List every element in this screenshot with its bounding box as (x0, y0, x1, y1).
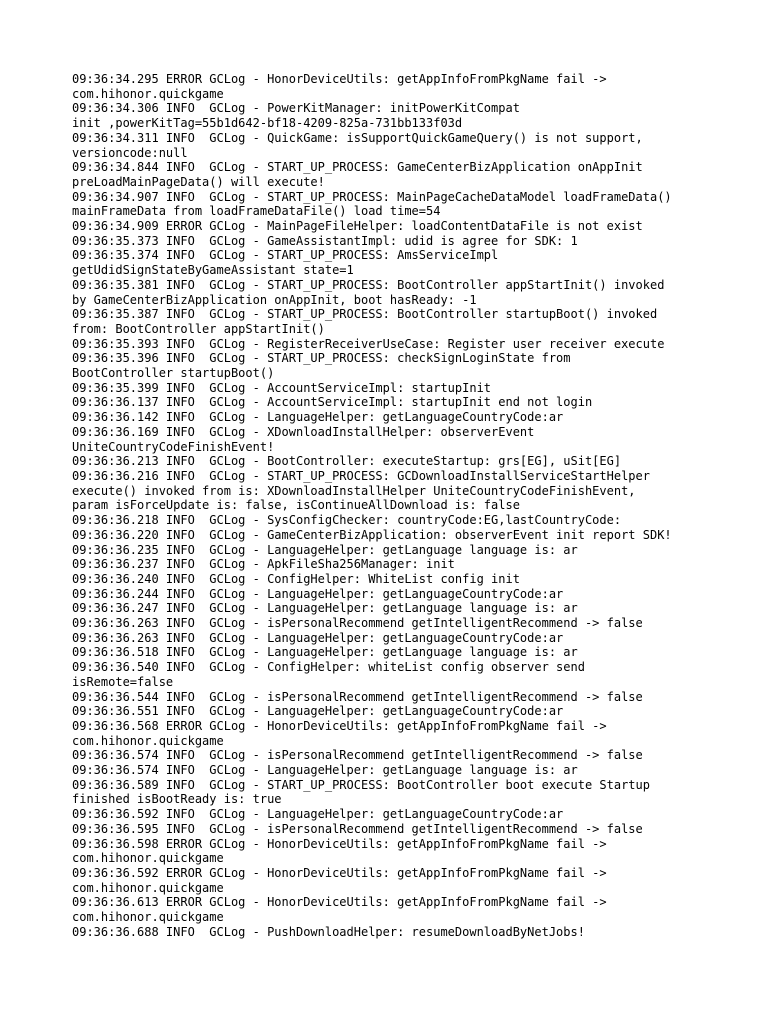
log-line: 09:36:34.306 INFO GCLog - PowerKitManager: initPowerKitCompat (72, 101, 520, 116)
log-line: 09:36:36.244 INFO GCLog - LanguageHelper: getLanguageCountryCode:ar (72, 586, 564, 601)
log-line: preLoadMainPageData() will execute! (72, 174, 325, 189)
log-line: 09:36:36.688 INFO GCLog - PushDownloadHelper: resumeDownloadByNetJobs! (72, 924, 585, 939)
log-line: 09:36:36.598 ERROR GCLog - HonorDeviceUtils: getAppInfoFromPkgName fail -> (72, 836, 607, 851)
log-line: 09:36:36.613 ERROR GCLog - HonorDeviceUtils: getAppInfoFromPkgName fail -> (72, 895, 607, 910)
log-line: 09:36:35.387 INFO GCLog - START_UP_PROCESS: BootController startupBoot() invoked (72, 307, 658, 322)
log-line: 09:36:36.213 INFO GCLog - BootController: executeStartup: grs[EG], uSit[EG] (72, 454, 622, 469)
log-line: execute() invoked from is: XDownloadInstallHelper UniteCountryCodeFinishEvent, (72, 483, 636, 498)
log-line: UniteCountryCodeFinishEvent! (72, 439, 275, 454)
log-line: versioncode:null (72, 145, 188, 160)
log-line: 09:36:36.595 INFO GCLog - isPersonalRecommend getIntelligentRecommend -> false (72, 821, 643, 836)
log-document (72, 72, 712, 939)
log-line: com.hihonor.quickgame (72, 851, 224, 866)
log-line: getUdidSignStateByGameAssistant state=1 (72, 263, 354, 278)
log-line: 09:36:36.218 INFO GCLog - SysConfigChecker: countryCode:EG,lastCountryCode: (72, 513, 622, 528)
log-line: 09:36:36.540 INFO GCLog - ConfigHelper: whiteList config observer send (72, 660, 585, 675)
log-line: com.hihonor.quickgame (72, 733, 224, 748)
log-line: 09:36:36.220 INFO GCLog - GameCenterBizApplication: observerEvent init report SDK! (72, 527, 672, 542)
log-line: 09:36:36.237 INFO GCLog - ApkFileSha256Manager: init (72, 557, 455, 572)
log-line: from: BootController appStartInit() (72, 321, 325, 336)
log-line: finished isBootReady is: true (72, 792, 282, 807)
log-line: 09:36:36.518 INFO GCLog - LanguageHelper: getLanguage language is: ar (72, 645, 578, 660)
log-line: 09:36:36.142 INFO GCLog - LanguageHelper: getLanguageCountryCode:ar (72, 410, 564, 425)
log-line: init ,powerKitTag=55b1d642-bf18-4209-825a-731bb133f03d (72, 116, 463, 131)
log-line: 09:36:36.589 INFO GCLog - START_UP_PROCESS: BootController boot execute Startup (72, 777, 650, 792)
log-line: 09:36:36.216 INFO GCLog - START_UP_PROCESS: GCDownloadInstallServiceStartHelper (72, 468, 650, 483)
log-line: 09:36:36.263 INFO GCLog - LanguageHelper: getLanguageCountryCode:ar (72, 630, 564, 645)
log-line: 09:36:35.381 INFO GCLog - START_UP_PROCESS: BootController appStartInit() invoked (72, 277, 665, 292)
log-line: param isForceUpdate is: false, isContinueAllDownload is: false (72, 498, 520, 513)
log-line: mainFrameData from loadFrameDataFile() load time=54 (72, 204, 441, 219)
log-line: 09:36:35.374 INFO GCLog - START_UP_PROCESS: AmsServiceImpl (72, 248, 499, 263)
log-line: BootController startupBoot() (72, 366, 275, 381)
log-line: 09:36:35.396 INFO GCLog - START_UP_PROCESS: checkSignLoginState from (72, 351, 571, 366)
log-line: 09:36:36.169 INFO GCLog - XDownloadInstallHelper: observerEvent (72, 424, 535, 439)
log-line: 09:36:36.592 ERROR GCLog - HonorDeviceUtils: getAppInfoFromPkgName fail -> (72, 865, 607, 880)
log-line: 09:36:35.373 INFO GCLog - GameAssistantImpl: udid is agree for SDK: 1 (72, 233, 578, 248)
log-line: 09:36:36.263 INFO GCLog - isPersonalRecommend getIntelligentRecommend -> false (72, 616, 643, 631)
log-line: isRemote=false (72, 674, 174, 689)
log-line: 09:36:34.844 INFO GCLog - START_UP_PROCESS: GameCenterBizApplication onAppInit (72, 160, 643, 175)
log-line: 09:36:35.399 INFO GCLog - AccountServiceImpl: startupInit (72, 380, 492, 395)
log-line: 09:36:34.295 ERROR GCLog - HonorDeviceUtils: getAppInfoFromPkgName fail -> (72, 72, 607, 86)
log-line: 09:36:36.592 INFO GCLog - LanguageHelper: getLanguageCountryCode:ar (72, 807, 564, 822)
log-line: 09:36:36.240 INFO GCLog - ConfigHelper: WhiteList config init (72, 571, 520, 586)
log-line: 09:36:36.574 INFO GCLog - LanguageHelper: getLanguage language is: ar (72, 763, 578, 778)
log-line: com.hihonor.quickgame (72, 86, 224, 101)
log-line: com.hihonor.quickgame (72, 910, 224, 925)
log-line: by GameCenterBizApplication onAppInit, boot hasReady: -1 (72, 292, 477, 307)
log-line: 09:36:36.544 INFO GCLog - isPersonalRecommend getIntelligentRecommend -> false (72, 689, 643, 704)
log-line: 09:36:34.907 INFO GCLog - START_UP_PROCESS: MainPageCacheDataModel loadFrameData() (72, 189, 672, 204)
log-line: 09:36:36.568 ERROR GCLog - HonorDeviceUtils: getAppInfoFromPkgName fail -> (72, 718, 607, 733)
log-line: 09:36:36.235 INFO GCLog - LanguageHelper: getLanguage language is: ar (72, 542, 578, 557)
log-line: 09:36:34.909 ERROR GCLog - MainPageFileHelper: loadContentDataFile is not exist (72, 219, 643, 234)
log-line: com.hihonor.quickgame (72, 880, 224, 895)
log-line: 09:36:36.247 INFO GCLog - LanguageHelper: getLanguage language is: ar (72, 601, 578, 616)
log-line: 09:36:36.551 INFO GCLog - LanguageHelper: getLanguageCountryCode:ar (72, 704, 564, 719)
log-line: 09:36:36.137 INFO GCLog - AccountServiceImpl: startupInit end not login (72, 395, 593, 410)
log-line: 09:36:35.393 INFO GCLog - RegisterReceiverUseCase: Register user receiver execute (72, 336, 665, 351)
log-line: 09:36:36.574 INFO GCLog - isPersonalRecommend getIntelligentRecommend -> false (72, 748, 643, 763)
log-line: 09:36:34.311 INFO GCLog - QuickGame: isSupportQuickGameQuery() is not support, (72, 130, 643, 145)
